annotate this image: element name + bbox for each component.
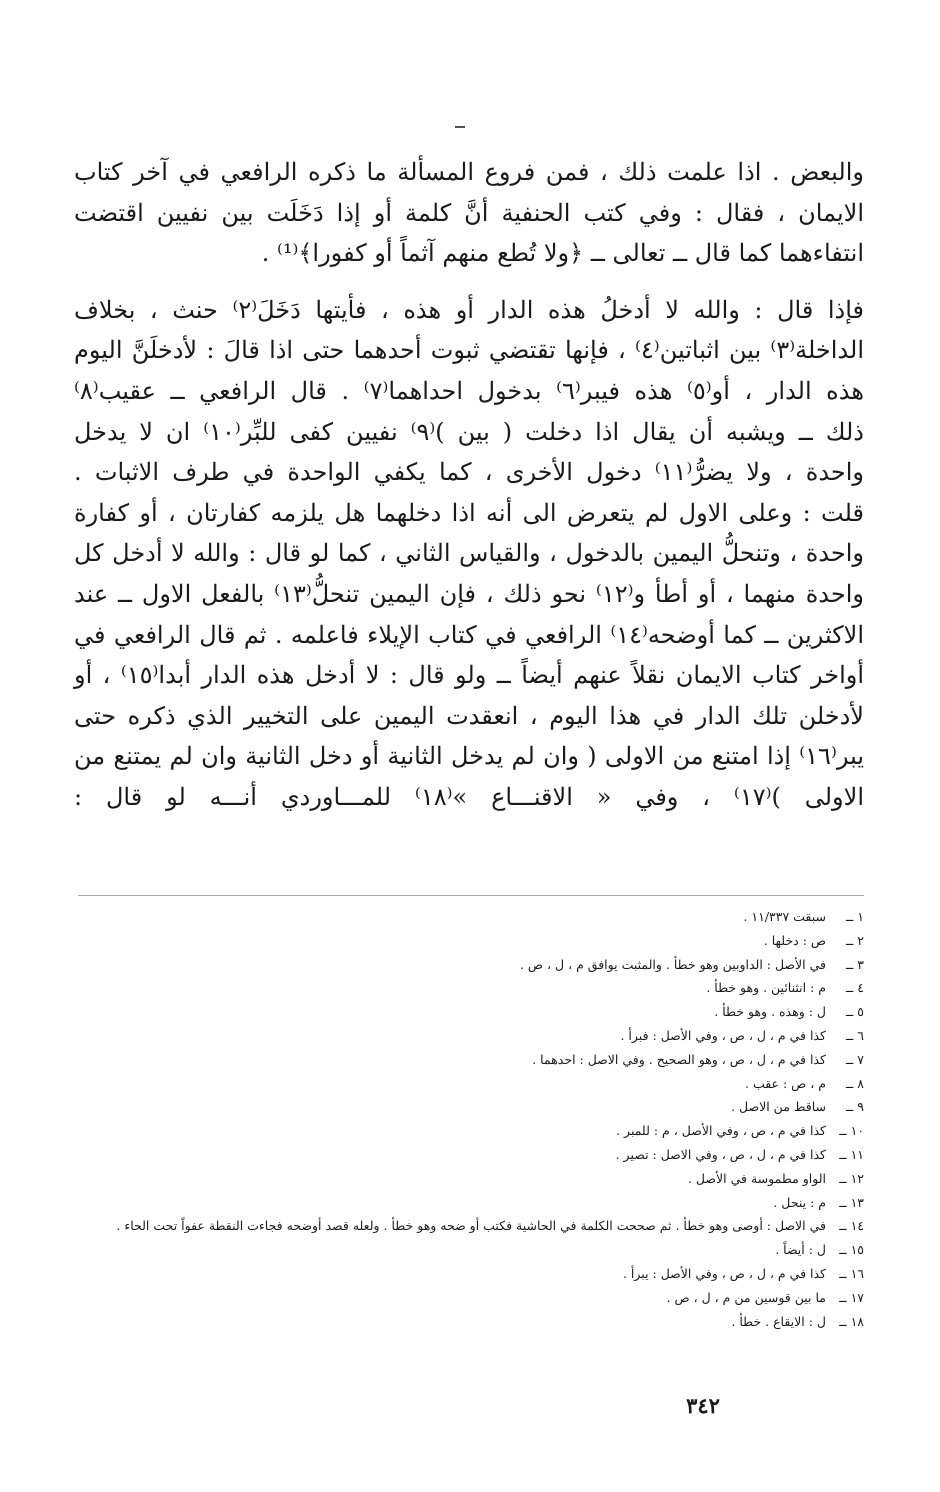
- footnote-item: [78, 1310, 864, 1334]
- footnote-text: ساقط من الاصل .: [731, 1099, 826, 1115]
- text-line: الاولى )⁽١٧⁾ ، وفي « الاقنـــاع »⁽١٨⁾ للمـــاوردي أنـــه لو قال :: [74, 782, 864, 811]
- footnote-item: [78, 1286, 864, 1310]
- text-line: واحدة منهما ، أو أطأ و⁽١٢⁾ نحو ذلك ، فإن اليمين تنحلُّ⁽١٣⁾ بالفعل الاول ــ عند: [74, 579, 864, 608]
- footnote-item: [78, 1119, 864, 1143]
- footnote-text: سبقت ١١/٣٣٧ .: [743, 909, 826, 924]
- footnote-number: ٣ ــ: [845, 956, 864, 972]
- footnote-text: ل : وهذه . وهو خطأ .: [714, 1004, 826, 1020]
- footnote-item: [78, 1000, 864, 1024]
- footnote-text: كذا في م ، ل ، ص ، وفي الاصل : تصير .: [615, 1146, 826, 1162]
- text-line: أواخر كتاب الايمان نقلاً عنهم أيضاً ــ ولو قال : لا أدخل هذه الدار أبدا⁽١٥⁾ ، أو: [74, 661, 864, 690]
- paragraph-1: [74, 152, 864, 274]
- footnote-number: ١٤ ــ: [839, 1218, 864, 1234]
- text-line: انتفاءهما كما قال ــ تعالى ــ ﴿ولا تُطع منهم آثماً أو كفورا﴾⁽¹⁾ .: [261, 239, 864, 268]
- footnote-item: [78, 1238, 864, 1262]
- top-mark: [455, 126, 465, 128]
- footnote-item: [78, 1095, 864, 1119]
- text-line: يبر⁽١٦⁾ إذا امتنع من الاولى ( وان لم يدخل الثانية أو دخل الثانية وان لم يمتنع من: [74, 742, 864, 771]
- footnote-number: ٩ ــ: [845, 1099, 864, 1115]
- text-line: فإذا قال : والله لا أدخلُ هذه الدار أو هذه ، فأيتها دَخَلَ⁽٢⁾ حنث ، بخلاف: [74, 295, 865, 324]
- footnote-number: ٥ ــ: [845, 1004, 864, 1020]
- footnote-text: ل : أيضاً .: [775, 1242, 826, 1258]
- footnote-text: ل : الايقاع . خطأ .: [731, 1313, 826, 1329]
- footnote-item: [78, 1048, 864, 1072]
- footnote-text: ما بين قوسين من م ، ل ، ص .: [666, 1289, 826, 1305]
- text-line: الداخلة⁽٣⁾ بين اثباتين⁽٤⁾ ، فإنها تقتضي ثبوت أحدهما حتى اذا قالَ : لأدخلَنَّ اليوم: [74, 336, 864, 365]
- footnote-item: [78, 1262, 864, 1286]
- footnote-number: ٨ ــ: [845, 1075, 864, 1091]
- footnote-text: كذا في م ، ص ، وفي الأصل ، م : للمبر .: [616, 1123, 826, 1139]
- footnote-number: ١٧ ــ: [839, 1289, 864, 1305]
- footnote-item: [78, 1191, 864, 1215]
- footnote-text: م : ينحل .: [773, 1194, 826, 1210]
- footnote-text: كذا في م ، ل ، ص ، وفي الأصل : فبرأ .: [620, 1027, 826, 1043]
- footnote-number: ٦ ــ: [845, 1027, 864, 1043]
- footnote-item: [78, 1143, 864, 1167]
- footnote-number: ٢ ــ: [845, 932, 864, 948]
- footnote-number: ١ ــ: [845, 909, 864, 924]
- main-text: [74, 152, 864, 818]
- footnote-number: ١٨ ــ: [839, 1313, 864, 1329]
- footnote-item: [78, 1024, 864, 1048]
- footnote-number: ١٥ ــ: [839, 1242, 864, 1258]
- footnote-item: [78, 1167, 864, 1191]
- footnote-number: ١٢ ــ: [839, 1170, 864, 1186]
- footnote-text: كذا في م ، ل ، ص ، وفي الأصل : يبرأ .: [622, 1265, 826, 1281]
- footnote-item: [78, 905, 864, 929]
- footnote-divider: [78, 895, 864, 896]
- footnote-item: [78, 1214, 864, 1238]
- footnote-text: ص : دخلها .: [763, 932, 826, 948]
- footnotes: [78, 905, 864, 1333]
- footnote-number: ٤ ــ: [845, 980, 864, 996]
- text-line: الايمان ، فقال : وفي كتب الحنفية أنَّ كلمة أو إذا دَخَلَت بين نفيين اقتضت: [74, 198, 864, 227]
- text-line: ذلك ــ ويشبه أن يقال اذا دخلت ( بين )⁽٩⁾ نفيين كفى للبِّر⁽١٠⁾ ان لا يدخل: [74, 417, 864, 446]
- footnote-text: كذا في م ، ل ، ص ، وهو الصحيح . وفي الاصل : احدهما .: [532, 1051, 826, 1067]
- text-line: والبعض . اذا علمت ذلك ، فمن فروع المسألة ما ذكره الرافعي في آخر كتاب: [74, 158, 864, 186]
- footnote-text: م : انثنائين . وهو خطأ .: [706, 980, 826, 996]
- footnote-number: ١٦ ــ: [839, 1265, 864, 1281]
- footnote-number: ١٣ ــ: [839, 1194, 864, 1210]
- footnote-item: [78, 929, 864, 953]
- footnote-item: [78, 1072, 864, 1096]
- footnote-item: [78, 976, 864, 1000]
- footnote-text: في الأصل : الداوبين وهو خطأ . والمثبت يوافق م ، ل ، ص .: [519, 956, 826, 972]
- text-line: هذه الدار ، أو⁽٥⁾ هذه فيبر⁽٦⁾ بدخول احداهما⁽٧⁾ . قال الرافعي ــ عقيب⁽٨⁾: [74, 376, 865, 405]
- footnote-text: م ، ص : عقب .: [745, 1075, 826, 1091]
- footnote-item: [78, 953, 864, 977]
- footnote-number: ١٠ ــ: [839, 1123, 864, 1139]
- footnote-number: ٧ ــ: [845, 1051, 864, 1067]
- text-line: لأدخلن تلك الدار في هذا اليوم ، انعقدت اليمين على التخيير الذي ذكره حتى: [74, 701, 864, 730]
- footnote-text: في الاصل : أوصى وهو خطأ . ثم صححت الكلمة في الحاشية فكتب أو ضحه وهو خطأ . ولعله قصد أوضحه فجاءت النقطة عفواً تحت الحاء .: [116, 1218, 826, 1234]
- text-line: قلت : وعلى الاول لم يتعرض الى أنه اذا دخلهما هل يلزمه كفارتان ، أو كفارة: [74, 498, 864, 527]
- footnote-text: الواو مطموسة في الأصل .: [687, 1170, 826, 1186]
- text-line: الاكثرين ــ كما أوضحه⁽١٤⁾ الرافعي في كتاب الإيلاء فاعلمه . ثم قال الرافعي في: [74, 620, 864, 649]
- text-line: واحدة ، ولا يضرُّ⁽١١⁾ دخول الأخرى ، كما يكفي الواحدة في طرف الاثبات .: [74, 458, 865, 487]
- paragraph-2: [74, 290, 864, 818]
- footnote-number: ١١ ــ: [839, 1146, 864, 1162]
- page-number: ٣٤٢: [686, 1393, 720, 1418]
- text-line: واحدة ، وتنحلُّ اليمين بالدخول ، والقياس الثاني ، كما لو قال : والله لا أدخل كل: [74, 539, 864, 568]
